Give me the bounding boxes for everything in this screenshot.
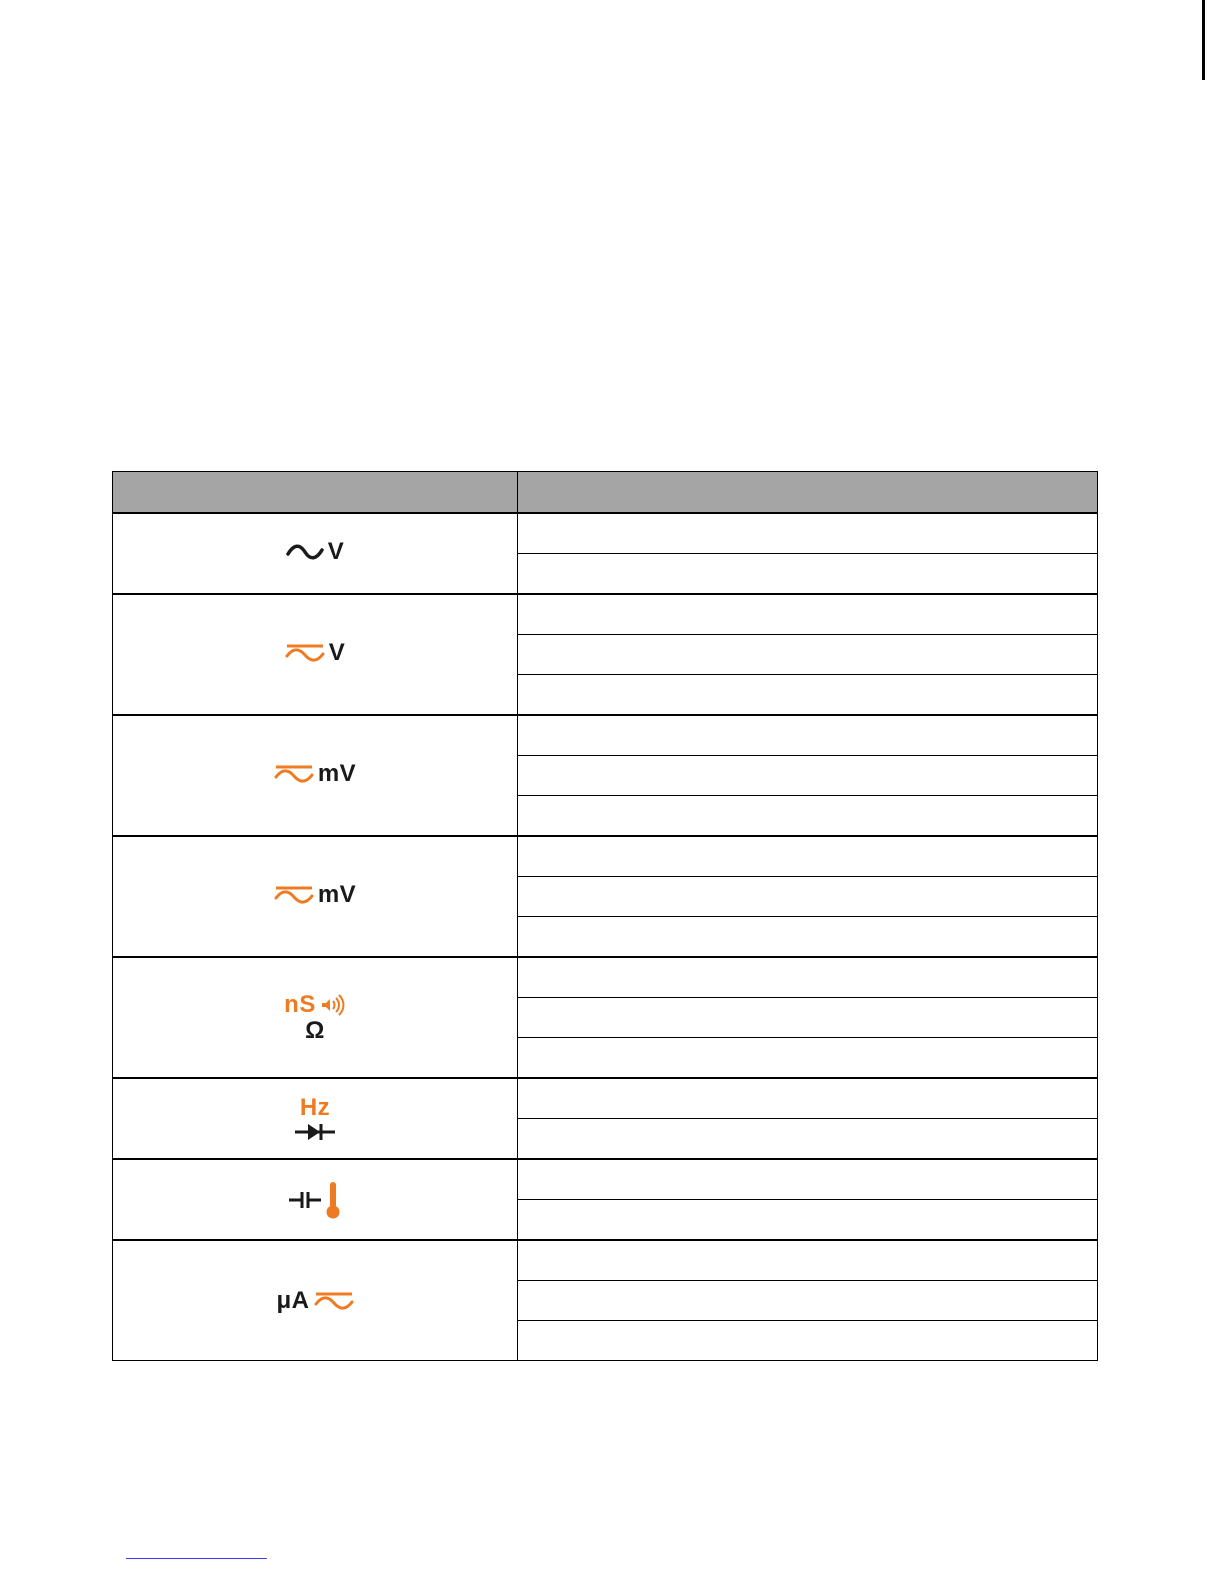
value-cell <box>518 1240 1098 1281</box>
symbol-cell <box>113 1078 518 1159</box>
table-row <box>113 836 1098 877</box>
unit-label: mV <box>317 759 357 787</box>
symbol-cell <box>113 594 518 715</box>
value-cell <box>518 554 1098 595</box>
table-row <box>113 715 1098 756</box>
value-cell <box>518 1078 1098 1119</box>
value-cell <box>518 675 1098 716</box>
value-cell <box>518 513 1098 554</box>
ac-dc-wave-icon <box>314 1290 354 1312</box>
omega-icon: Ω <box>305 1016 325 1044</box>
ac-wave-icon <box>286 542 324 562</box>
value-cell <box>518 998 1098 1038</box>
symbol-cell <box>113 1240 518 1361</box>
value-cell <box>518 1281 1098 1321</box>
table-row <box>113 1078 1098 1119</box>
table-row <box>113 1159 1098 1200</box>
value-cell <box>518 1119 1098 1160</box>
unit-label: V <box>328 638 346 666</box>
table-header-row <box>113 472 1098 514</box>
unit-label: Hz <box>299 1093 331 1121</box>
capacitor-icon <box>288 1189 322 1211</box>
unit-label: mV <box>317 880 357 908</box>
unit-label: V <box>327 538 345 565</box>
diode-icon <box>294 1122 336 1142</box>
symbol-cell <box>113 836 518 957</box>
value-cell <box>518 756 1098 796</box>
value-cell <box>518 635 1098 675</box>
symbol-cell <box>113 715 518 836</box>
thermometer-icon <box>324 1180 342 1220</box>
value-cell <box>518 917 1098 958</box>
header-cell-1 <box>113 472 518 514</box>
table-row <box>113 1240 1098 1281</box>
value-cell <box>518 1038 1098 1079</box>
unit-label: nS <box>284 990 316 1018</box>
speaker-beep-icon <box>320 994 346 1016</box>
value-cell <box>518 715 1098 756</box>
value-cell <box>518 877 1098 917</box>
ac-dc-wave-icon <box>274 763 314 785</box>
value-cell <box>518 796 1098 837</box>
table-row <box>113 957 1098 998</box>
symbol-cell <box>113 513 518 594</box>
header-cell-2 <box>518 472 1098 514</box>
value-cell <box>518 1200 1098 1241</box>
ac-dc-wave-icon <box>285 642 325 664</box>
symbol-cell <box>113 1159 518 1240</box>
value-cell <box>518 957 1098 998</box>
value-cell <box>518 836 1098 877</box>
ac-dc-wave-icon <box>274 884 314 906</box>
table-row <box>113 513 1098 554</box>
footer-link-underline[interactable] <box>126 1558 267 1559</box>
value-cell <box>518 1321 1098 1361</box>
page-edge-rule <box>1202 0 1205 80</box>
value-cell <box>518 594 1098 635</box>
table-row <box>113 594 1098 635</box>
unit-label: μA <box>276 1286 310 1314</box>
function-table <box>112 471 1098 1361</box>
value-cell <box>518 1159 1098 1200</box>
symbol-cell <box>113 957 518 1078</box>
